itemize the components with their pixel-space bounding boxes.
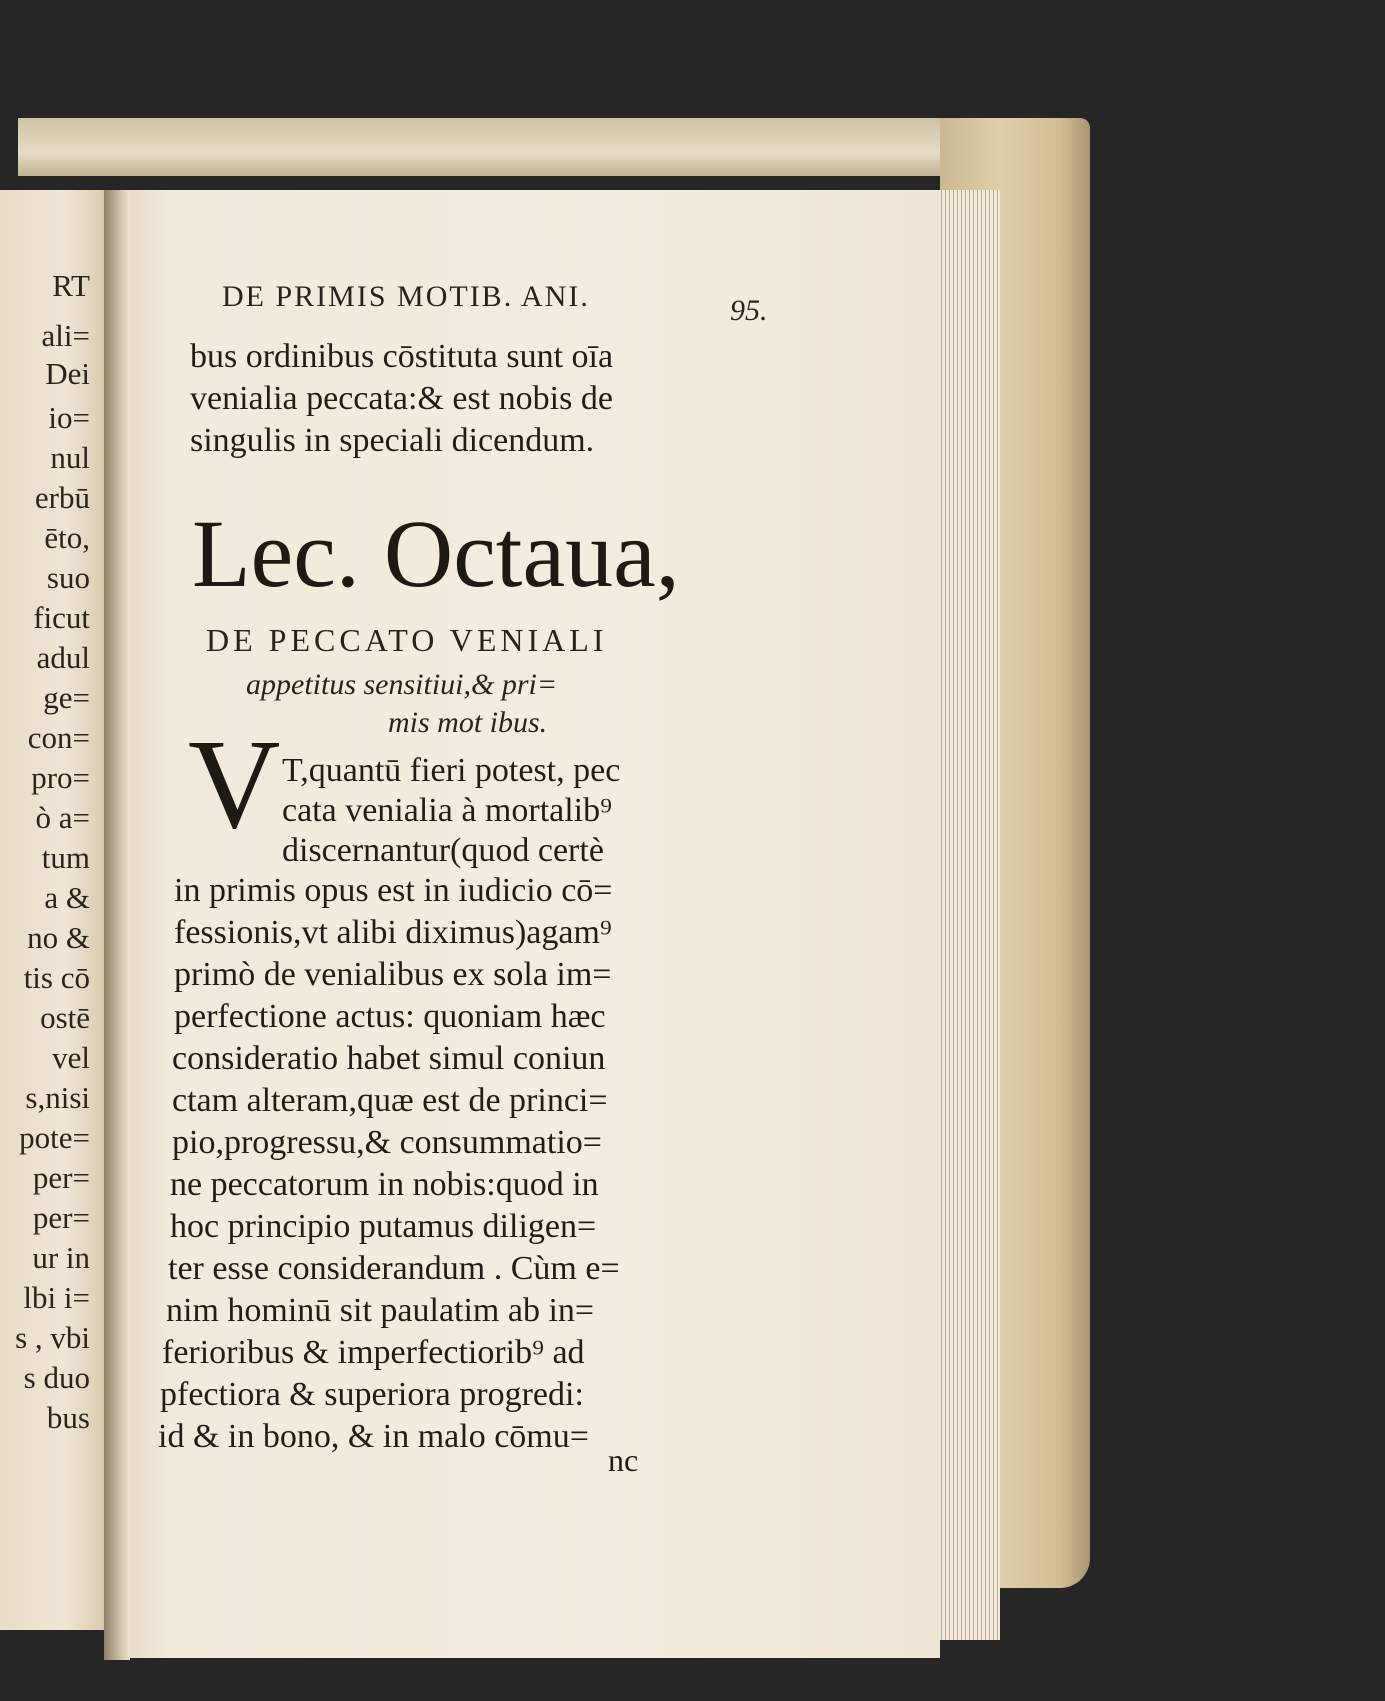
left-page-line: per= — [32, 1160, 90, 1195]
text-line: perfectione actus: quoniam hæc — [174, 998, 606, 1035]
text-line: in primis opus est in iudicio cō= — [174, 872, 613, 909]
text-line: venialia peccata:& est nobis de — [190, 380, 613, 417]
left-page-line: suo — [46, 560, 90, 595]
drop-cap: V — [188, 713, 281, 855]
text-line: discernantur(quod certè — [282, 832, 604, 869]
running-head: DE PRIMIS MOTIB. ANI. — [222, 280, 590, 313]
vellum-binding-top — [18, 118, 1038, 176]
text-line: primò de venialibus ex sola im= — [174, 956, 612, 993]
left-page-line: vel — [52, 1040, 90, 1075]
italic-heading-line: mis mot ibus. — [388, 706, 548, 739]
text-line: pio,progressu,& consummatio= — [172, 1124, 602, 1161]
text-line: singulis in speciali dicendum. — [190, 422, 595, 459]
left-page-line: pro= — [31, 760, 90, 795]
left-page — [0, 190, 118, 1630]
left-page-line: ge= — [43, 680, 90, 715]
left-page-line: per= — [32, 1200, 90, 1235]
text-line: ne peccatorum in nobis:quod in — [170, 1166, 599, 1203]
text-line: ctam alteram,quæ est de princi= — [172, 1082, 608, 1119]
left-page-line: s , vbi — [15, 1320, 90, 1355]
left-page-line: s,nisi — [25, 1080, 90, 1115]
left-page-line: pote= — [19, 1120, 90, 1155]
catchword: nc — [608, 1442, 639, 1478]
text-line: bus ordinibus cōstituta sunt oīa — [190, 338, 614, 375]
page-number: 95. — [730, 294, 768, 327]
left-page-line: ēto, — [44, 520, 90, 555]
text-line: consideratio habet simul coniun — [172, 1040, 606, 1077]
left-page-line: tis cō — [23, 960, 90, 995]
italic-heading-line: appetitus sensitiui,& pri= — [246, 668, 558, 701]
lecture-title: Lec. Octaua, — [192, 500, 680, 607]
left-page-line: bus — [46, 1400, 90, 1435]
text-line: ter esse considerandum . Cùm e= — [168, 1250, 620, 1287]
left-page-line: tum — [41, 840, 90, 875]
left-page-line: adul — [36, 640, 90, 675]
left-page-line: con= — [27, 720, 90, 755]
left-page-line: RT — [52, 268, 90, 303]
left-page-line: erbū — [34, 480, 90, 515]
left-page-line: Dei — [45, 356, 90, 391]
left-page-line: ficut — [33, 600, 90, 635]
gutter-shadow — [104, 190, 130, 1660]
lecture-subtitle: DE PECCATO VENIALI — [206, 622, 608, 658]
left-page-line: lbi i= — [23, 1280, 90, 1315]
text-line: ferioribus & imperfectiorib⁹ ad — [162, 1334, 585, 1371]
text-line: pfectiora & superiora progredi: — [160, 1376, 584, 1413]
text-line: T,quantū fieri potest, pec — [282, 752, 621, 789]
left-page-line: ali= — [41, 318, 90, 353]
left-page-line: ur in — [32, 1240, 90, 1275]
page-edges — [930, 190, 1000, 1640]
text-line: fessionis,vt alibi diximus)agam⁹ — [174, 914, 612, 951]
text-line: nim hominū sit paulatim ab in= — [166, 1292, 595, 1329]
left-page-line: nul — [50, 440, 90, 475]
left-page-line: s duo — [23, 1360, 90, 1395]
text-line: id & in bono, & in malo cōmu= — [158, 1418, 589, 1455]
left-page-line: io= — [48, 400, 90, 435]
left-page-line: no & — [27, 920, 90, 955]
text-line: hoc principio putamus diligen= — [170, 1208, 597, 1245]
text-line: cata venialia à mortalib⁹ — [282, 792, 612, 829]
left-page-line: ostē — [40, 1000, 90, 1035]
left-page-line: a & — [44, 880, 90, 915]
left-page-line: ò a= — [35, 800, 90, 835]
